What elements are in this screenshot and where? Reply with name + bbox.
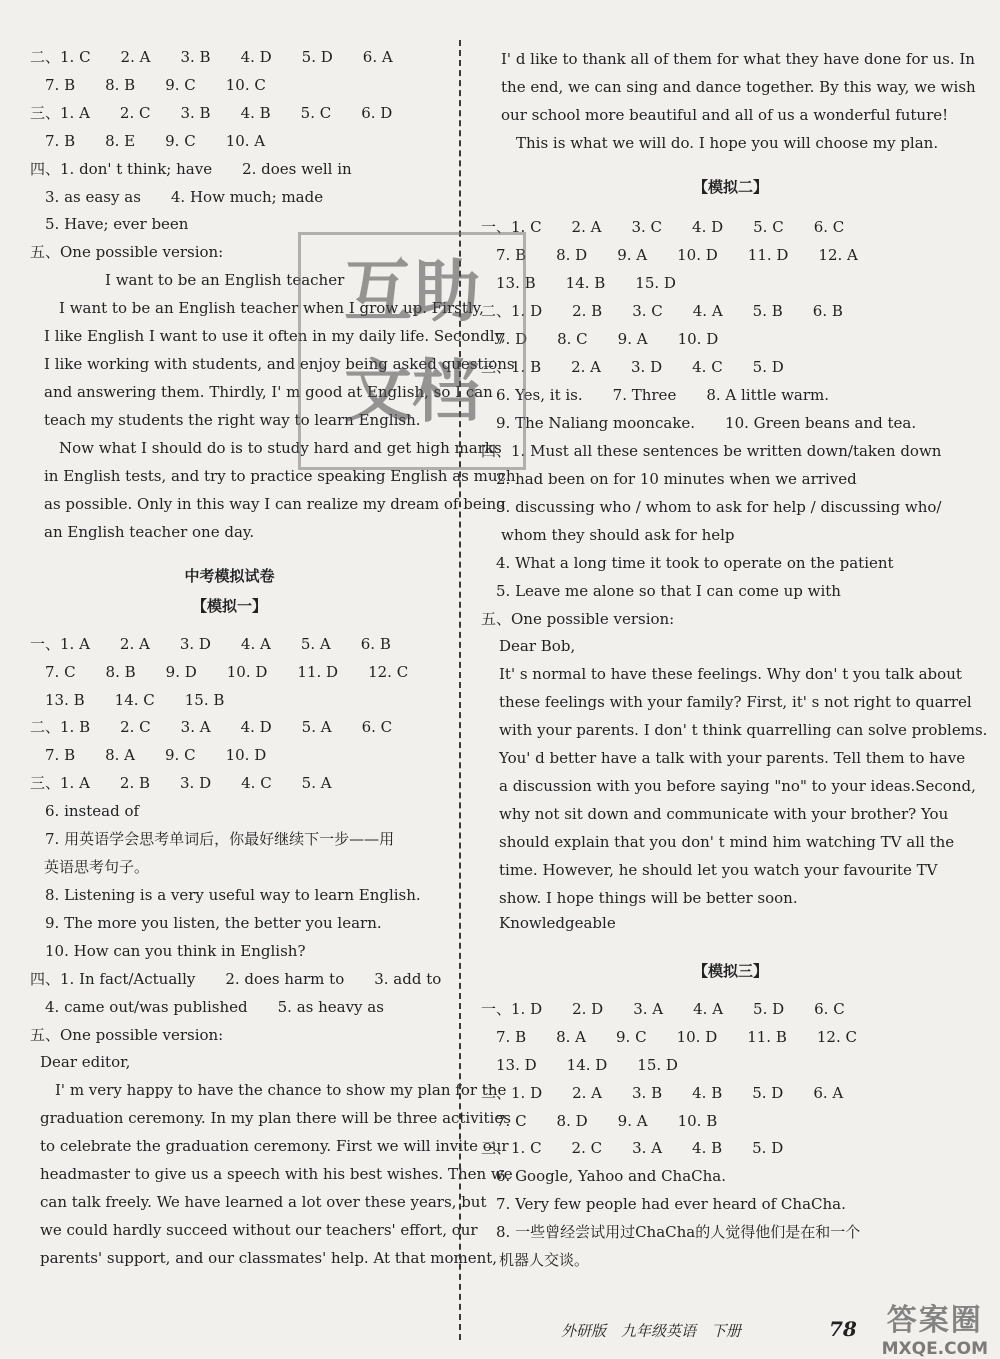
essay-line: I like English I want to use it often in my daily life. Secondly, [44, 327, 506, 345]
essay-line: I want to be an English teacher when I grow up. Firstly, [44, 299, 484, 317]
letter-line: show. I hope things will be better soon. [499, 889, 798, 907]
answer-line: 二、1. B 2. C 3. A 4. D 5. A 6. C [30, 718, 393, 736]
letter-line: You' d better have a talk with your parents. Tell them to have [499, 749, 966, 767]
answer-line: 7. C 8. D 9. A 10. B [481, 1112, 718, 1130]
answer-line: 7. B 8. E 9. C 10. A [30, 132, 266, 150]
answer-line: 二、1. D 2. B 3. C 4. A 5. B 6. B [481, 302, 843, 320]
section-title: 中考模拟试卷 [184, 567, 275, 585]
answer-line: 13. B 14. C 15. B [30, 691, 225, 709]
answer-line: 7. B 8. D 9. A 10. D 11. D 12. A [481, 246, 858, 264]
essay-line: and answering them. Thirdly, I' m good at English, so I can [44, 383, 493, 401]
answer-line: 2. had been on for 10 minutes when we arrived [481, 470, 857, 488]
letter-line: This is what we will do. I hope you will choose my plan. [501, 134, 939, 152]
stamp-char: 档 [412, 353, 481, 432]
sim2-title: 【模拟二】 [692, 178, 768, 196]
letter-line: the end, we can sing and dance together. By this way, we wish [501, 78, 976, 96]
letter-line: headmaster to give us a speech with his best wishes. Then we [40, 1165, 513, 1183]
letter-line: It' s normal to have these feelings. Why don' t you talk about [499, 665, 962, 683]
answer-line: 8. 一些曾经尝试用过ChaCha的人觉得他们是在和一个 [481, 1223, 861, 1241]
essay-line: an English teacher one day. [44, 523, 255, 541]
answer-line: 9. The more you listen, the better you learn. [30, 914, 382, 932]
stamp-char: 文 [343, 353, 412, 432]
answer-line: 5. Leave me alone so that I can come up with [481, 582, 841, 600]
letter-greeting: Dear editor, [40, 1053, 131, 1071]
answer-line: 英语思考句子。 [44, 858, 150, 876]
stamp-watermark [298, 232, 526, 470]
essay-line: I like working with students, and enjoy being asked questions [44, 355, 515, 373]
sim1-title: 【模拟一】 [191, 597, 267, 615]
stamp-char: 助 [412, 253, 481, 332]
answer-line: whom they should ask for help [501, 526, 735, 544]
answer-line: 7. C 8. B 9. D 10. D 11. D 12. C [30, 663, 409, 681]
watermark-logo: 答案圈 [886, 1303, 983, 1338]
stamp-char: 互 [343, 253, 412, 332]
answer-line: 四、1. don' t think; have 2. does well in [30, 160, 352, 178]
site-watermark [882, 1295, 988, 1359]
answer-line: 7. B 8. B 9. C 10. C [30, 76, 266, 94]
answer-line: 13. B 14. B 15. D [481, 274, 676, 292]
letter-line: graduation ceremony. In my plan there will be three activities [40, 1109, 511, 1127]
answer-line: 四、1. In fact/Actually 2. does harm to 3. add to [30, 970, 442, 988]
answer-line: 一、1. C 2. A 3. C 4. D 5. C 6. C [481, 218, 845, 236]
answer-line: 7. B 8. A 9. C 10. D 11. B 12. C [481, 1028, 857, 1046]
essay-title: I want to be an English teacher [30, 271, 345, 289]
answer-line: 10. How can you think in English? [30, 942, 306, 960]
answer-line: 7. Very few people had ever heard of ChaCha. [481, 1195, 846, 1213]
answer-line: 一、1. D 2. D 3. A 4. A 5. D 6. C [481, 1000, 845, 1018]
letter-line: we could hardly succeed without our teachers' effort, our [40, 1221, 478, 1239]
letter-line: these feelings with your family? First, it' s not right to quarrel [499, 693, 972, 711]
page-number: 78 [829, 1317, 857, 1341]
answer-line: 三、1. B 2. A 3. D 4. C 5. D [481, 358, 784, 376]
answer-line: 3. discussing who / whom to ask for help / discussing who/ [481, 498, 942, 516]
answer-line: 13. D 14. D 15. D [481, 1056, 678, 1074]
answer-line: 四、1. Must all these sentences be written down/taken down [481, 442, 942, 460]
answer-line: 8. Listening is a very useful way to learn English. [30, 886, 421, 904]
answer-line: 4. came out/was published 5. as heavy as [30, 998, 384, 1016]
answer-line: 7. D 8. C 9. A 10. D [481, 330, 719, 348]
letter-line: can talk freely. We have learned a lot over these years, but [40, 1193, 487, 1211]
letter-line: a discussion with you before saying "no" to your ideas.Second, [499, 777, 976, 795]
letter-line: time. However, he should let you watch your favourite TV [499, 861, 938, 879]
essay-line: in English tests, and try to practice speaking English as much [44, 467, 516, 485]
answer-line: 7. B 8. A 9. C 10. D [30, 746, 267, 764]
essay-line: Now what I should do is to study hard and get high marks [44, 439, 502, 457]
essay-line: teach my students the right way to learn English. [44, 411, 421, 429]
watermark-url: MXQE.COM [881, 1339, 988, 1359]
answer-line: 5. Have; ever been [30, 215, 189, 233]
answer-line: 机器人交谈。 [499, 1251, 590, 1269]
answer-line: 6. Google, Yahoo and ChaCha. [481, 1167, 727, 1185]
answer-line: 二、1. C 2. A 3. B 4. D 5. D 6. A [30, 48, 393, 66]
answer-line: 9. The Naliang mooncake. 10. Green beans and tea. [481, 414, 917, 432]
letter-greeting: Dear Bob, [499, 637, 576, 655]
letter-signature: Knowledgeable [499, 914, 616, 932]
letter-line: to celebrate the graduation ceremony. First we will invite our [40, 1137, 509, 1155]
answer-line: 三、1. A 2. C 3. B 4. B 5. C 6. D [30, 104, 393, 122]
answer-line: 二、1. D 2. A 3. B 4. B 5. D 6. A [481, 1084, 844, 1102]
essay-line: as possible. Only in this way I can realize my dream of being [44, 495, 506, 513]
letter-line: should explain that you don' t mind him watching TV all the [499, 833, 955, 851]
letter-line: our school more beautiful and all of us a wonderful future! [501, 106, 949, 124]
answer-line: 6. Yes, it is. 7. Three 8. A little warm. [481, 386, 830, 404]
book-footer: 外研版 九年级英语 下册 [561, 1322, 742, 1340]
letter-line: I' m very happy to have the chance to show my plan for the [40, 1081, 507, 1099]
answer-line: 7. 用英语学会思考单词后，你最好继续下一步——用 [30, 830, 395, 848]
answer-line: 五、One possible version: [481, 610, 675, 628]
letter-line: parents' support, and our classmates' help. At that moment, [40, 1249, 498, 1267]
answer-line: 一、1. A 2. A 3. D 4. A 5. A 6. B [30, 635, 391, 653]
answer-line: 3. as easy as 4. How much; made [30, 188, 324, 206]
answer-line: 五、One possible version: [30, 1026, 224, 1044]
sim3-title: 【模拟三】 [692, 962, 768, 980]
letter-line: why not sit down and communicate with your brother? You [499, 805, 949, 823]
answer-line: 4. What a long time it took to operate on the patient [481, 554, 894, 572]
letter-line: I' d like to thank all of them for what they have done for us. In [501, 50, 975, 68]
letter-line: with your parents. I don' t think quarrelling can solve problems. [499, 721, 988, 739]
answer-line: 6. instead of [30, 802, 140, 820]
answer-line: 三、1. A 2. B 3. D 4. C 5. A [30, 774, 332, 792]
answer-line: 五、One possible version: [30, 243, 224, 261]
answer-line: 三、1. C 2. C 3. A 4. B 5. D [481, 1139, 784, 1157]
